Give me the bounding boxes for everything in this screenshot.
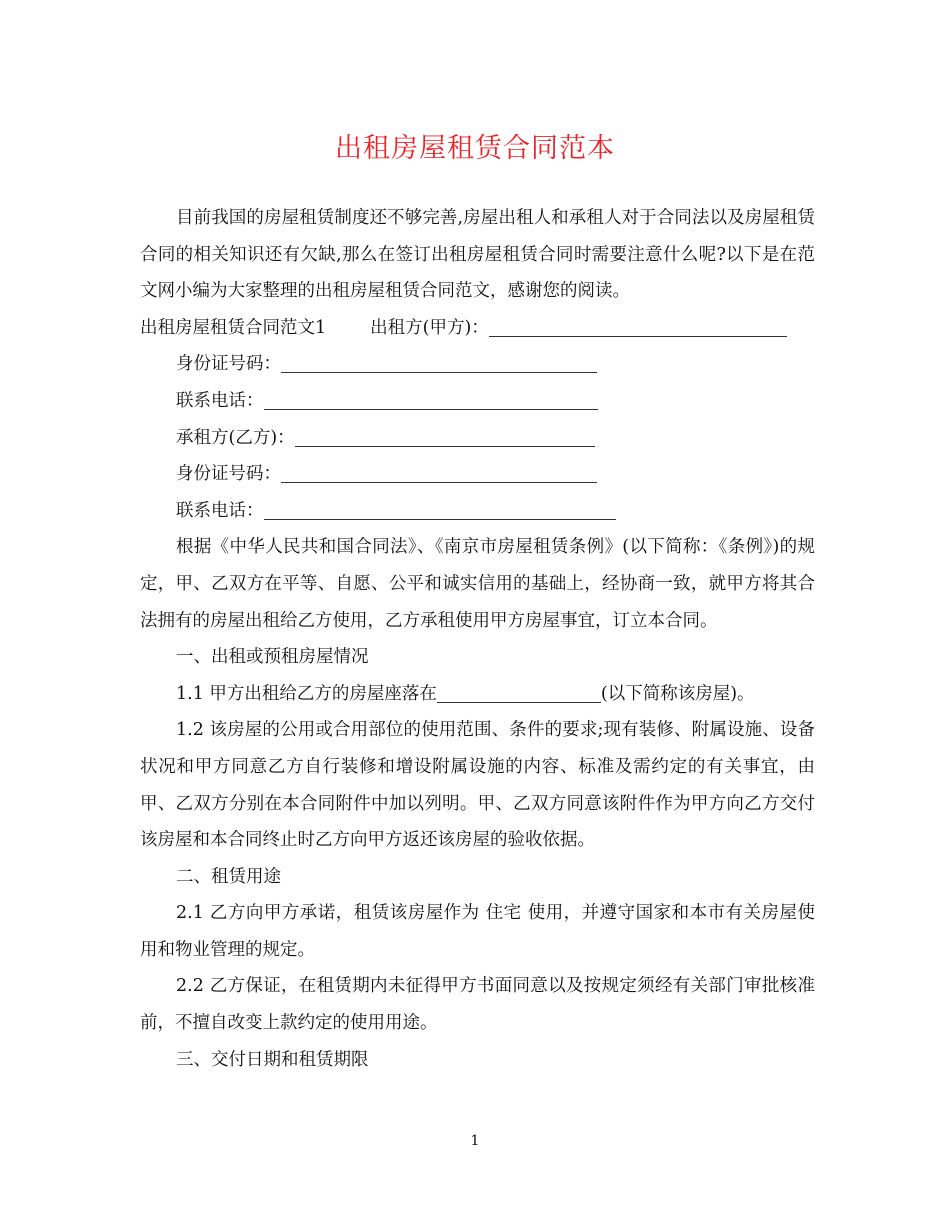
intro-paragraph: 目前我国的房屋租赁制度还不够完善,房屋出租人和承租人对于合同法以及房屋租赁合同的相关知识还有欠缺,那么在签订出租房屋租赁合同时需要注意什么呢?以下是在范文网小编为大家整理的出租房屋租赁合同范文，感谢您的阅读。 — [140, 208, 815, 302]
section-heading-2: 二、租赁用途 — [176, 866, 281, 887]
id-label-1: 身份证号码： — [176, 354, 281, 375]
clause-1-1-text: 1.1 甲方出租给乙方的房屋座落在 — [176, 683, 437, 704]
lessee-line — [140, 420, 815, 457]
phone-label-2: 联系电话： — [176, 500, 264, 521]
id-label-2: 身份证号码： — [176, 464, 281, 485]
id-line-2 — [140, 456, 815, 493]
document-title: 出租房屋租赁合同范本 — [335, 133, 615, 164]
id-blank-1 — [281, 350, 597, 373]
clause-1-1 — [140, 676, 815, 713]
lessee-label: 承租方(乙方)： — [176, 427, 295, 448]
document-body — [140, 200, 815, 1078]
phone-line-1 — [140, 383, 815, 420]
phone-line-2 — [140, 493, 815, 530]
clause-2-2: 2.2 乙方保证，在租赁期内未征得甲方书面同意以及按规定须经有关部门审批核准前，不擅自改变上款约定的使用用途。 — [140, 976, 815, 1034]
clause-1-1-suffix: (以下简称该房屋)。 — [600, 683, 755, 704]
sample-header-line — [140, 310, 815, 347]
lessor-blank — [489, 314, 787, 337]
address-blank — [437, 680, 601, 703]
lessee-blank — [295, 424, 595, 447]
basis-paragraph: 根据《中华人民共和国合同法》、《南京市房屋租赁条例》(以下简称：《条例》)的规定，甲、乙双方在平等、自愿、公平和诚实信用的基础上，经协商一致，就甲方将其合法拥有的房屋出租给乙方使用，乙方承租使用甲方房屋事宜，订立本合同。 — [140, 537, 815, 631]
id-blank-2 — [281, 460, 597, 483]
section-heading-3: 三、交付日期和租赁期限 — [176, 1049, 369, 1070]
phone-blank-1 — [264, 387, 598, 410]
clause-2-1: 2.1 乙方向甲方承诺，租赁该房屋作为 住宅 使用，并遵守国家和本市有关房屋使用和物业管理的规定。 — [140, 903, 815, 960]
page-number: 1 — [470, 1133, 480, 1149]
sample-label: 出租房屋租赁合同范文1 — [140, 317, 327, 338]
phone-blank-2 — [264, 497, 616, 520]
lessor-label: 出租方(甲方)： — [370, 317, 489, 338]
clause-1-2: 1.2 该房屋的公用或合用部位的使用范围、条件的要求;现有装修、附属设施、设备状况和甲方同意乙方自行装修和增设附属设施的内容、标准及需约定的有关事宜，由甲、乙双方分别在本合同附件中加以列明。甲、乙双方同意该附件作为甲方向乙方交付该房屋和本合同终止时乙方向甲方返还该房屋的验收依据。 — [140, 720, 815, 851]
id-line-1 — [140, 346, 815, 383]
phone-label-1: 联系电话： — [176, 390, 264, 411]
section-heading-1: 一、出租或预租房屋情况 — [176, 647, 369, 668]
